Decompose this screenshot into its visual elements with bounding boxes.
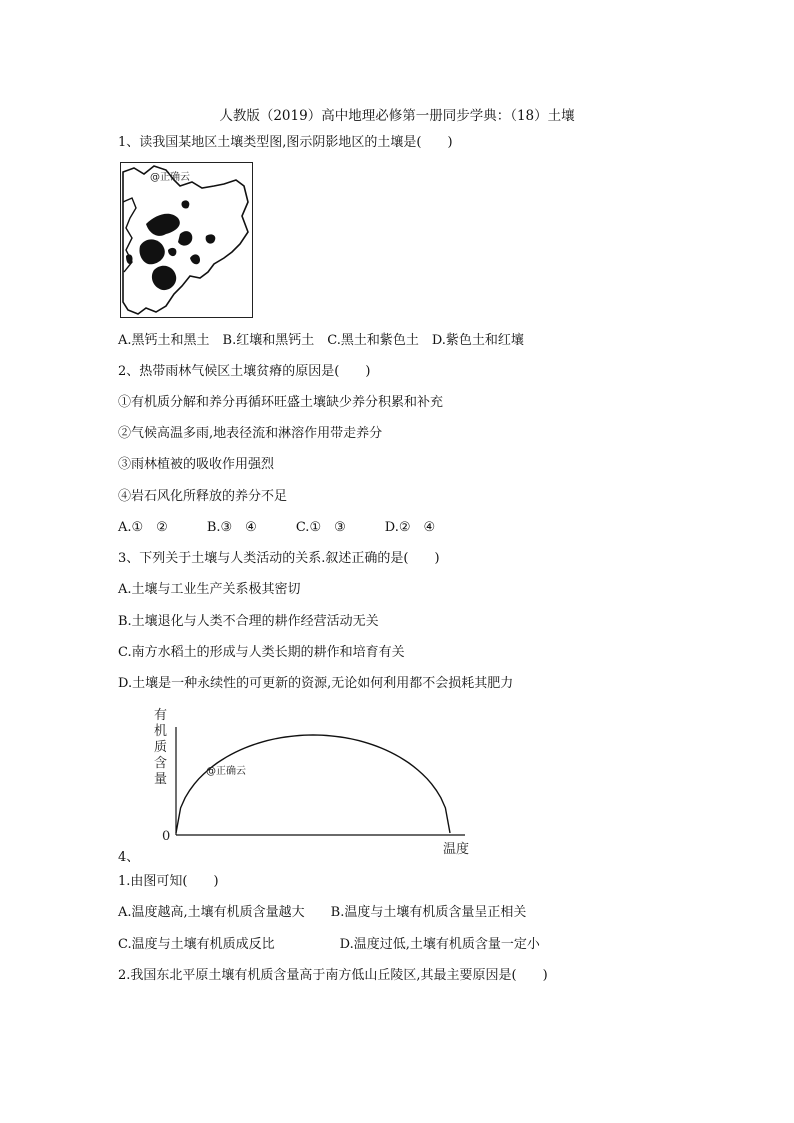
question-4-sub2-stem: 2.我国东北平原土壤有机质含量高于南方低山丘陵区,其最主要原因是( ) (118, 968, 548, 983)
y-axis-label-char: 有 (154, 708, 168, 723)
question-2-options: A.① ② B.③ ④ C.① ③ D.② ④ (118, 520, 436, 535)
question-3-option: D.土壤是一种永续性的可更新的资源,无论如何利用都不会损耗其肥力 (118, 676, 514, 691)
question-3-option: A.土壤与工业生产关系极其密切 (118, 582, 301, 597)
question-3-stem: 3、下列关于土壤与人类活动的关系.叙述正确的是( ) (118, 551, 440, 566)
soil-type-map (120, 162, 253, 318)
question-4-sub1-option: A.温度越高,土壤有机质含量越大 B.温度与土壤有机质含量呈正相关 (118, 905, 527, 920)
question-2-item: ③雨林植被的吸收作用强烈 (118, 457, 275, 472)
question-1-options: A.黑钙土和黑土 B.红壤和黑钙土 C.黑土和紫色土 D.紫色土和红壤 (118, 333, 524, 348)
y-axis-label-char: 含 (154, 756, 168, 771)
question-3-option: B.土壤退化与人类不合理的耕作经营活动无关 (118, 614, 379, 629)
question-4-label: 4、 (118, 850, 140, 865)
question-2-item: ①有机质分解和养分再循环旺盛土壤缺少养分积累和补充 (118, 395, 444, 410)
y-axis-label-char: 质 (154, 740, 168, 755)
document-title: 人教版（2019）高中地理必修第一册同步学典：（18）土壤 (219, 108, 575, 124)
y-axis-label-char: 机 (154, 724, 168, 739)
question-2-item: ②气候高温多雨,地表径流和淋溶作用带走养分 (118, 426, 383, 441)
question-4-sub1-option: C.温度与土壤有机质成反比 D.温度过低,土壤有机质含量一定小 (118, 937, 540, 952)
question-2-item: ④岩石风化所释放的养分不足 (118, 489, 288, 504)
chart-watermark: @正确云 (206, 766, 246, 777)
x-axis-label: 温度 (443, 842, 470, 857)
question-1-stem: 1、读我国某地区土壤类型图,图示阴影地区的土壤是( ) (118, 135, 453, 150)
y-axis-label-char: 量 (154, 772, 168, 787)
origin-label: 0 (162, 829, 171, 844)
question-4-sub1-stem: 1.由图可知( ) (118, 874, 219, 889)
question-3-option: C.南方水稻土的形成与人类长期的耕作和培育有关 (118, 645, 405, 660)
organic-matter-curve (176, 735, 450, 833)
organic-matter-temperature-chart (150, 705, 480, 860)
question-2-stem: 2、热带雨林气候区土壤贫瘠的原因是( ) (118, 364, 371, 379)
map-watermark: @正确云 (150, 172, 190, 183)
